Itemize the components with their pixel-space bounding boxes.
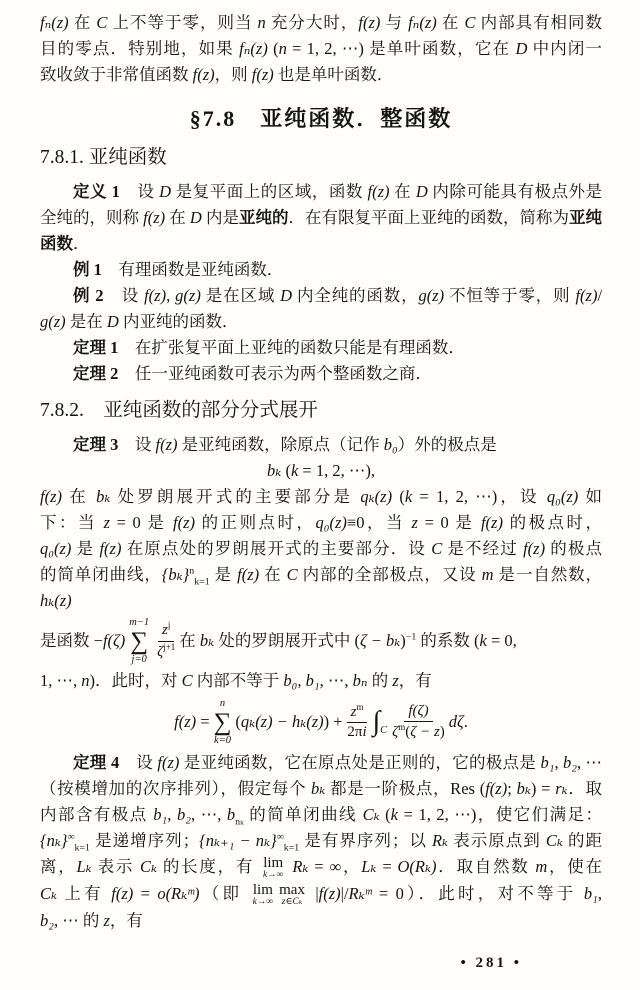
sum-line-prefix: 是函数 −f(ζ): [40, 631, 126, 651]
example-2-paragraph: [40, 283, 602, 335]
page-number: • 281 •: [460, 955, 522, 971]
text-line: 定理 1 在扩张复平面上亚纯的函数只能是有理函数．: [73, 338, 465, 357]
fraction-integrand: [392, 703, 445, 742]
formula-tail: dζ.: [448, 712, 468, 732]
sum-lower-limit: k=0: [214, 734, 231, 746]
theorem-3-paragraph: [40, 432, 602, 694]
intro-paragraph: [40, 10, 602, 88]
section-heading: §7.8 亚纯函数．整函数: [189, 106, 453, 131]
example-1-paragraph: [40, 257, 602, 283]
text-line: 离，Lₖ 表示 Cₖ 的长度，有 lim k→∞ Rₖ = ∞，Lₖ = O(Rₖ)．取自然数 m，使在: [40, 854, 603, 881]
integral-symbol: ∫: [372, 706, 381, 738]
text-line: g(z) 是在 D 内亚纯的函数．: [40, 312, 239, 331]
sigma-symbol: ∑: [130, 627, 149, 655]
text-line: 函数．: [40, 234, 90, 253]
formula-lhs: f(z) =: [174, 712, 210, 732]
sum-lower-limit: j=0: [131, 653, 147, 665]
text-line: 致收敛于非常值函数 f(z)，则 f(z) 也是单叶函数．: [40, 65, 394, 84]
fraction-zj-over-zeta: [157, 621, 175, 661]
definition-1-paragraph: [40, 179, 602, 257]
fraction-zm-over-2pii: [347, 703, 368, 742]
sum-upper-limit: m−1: [129, 617, 150, 628]
text-line: 下：当 z = 0 是 f(z) 的正则点时，q₀(z)≡0，当 z = 0 是 f(z) 的极点时，: [40, 513, 603, 532]
text-line: Cₖ 上有 f(z) = o(Rₖᵐ)（即 lim k→∞ max z∈Cₖ |f(z)|/Rₖᵐ = 0）．此时，对不等于 b₁,: [40, 881, 603, 908]
partial-fraction-formula: [40, 698, 602, 746]
contour-integral: [372, 708, 387, 736]
sum-line-suffix: 在 bₖ 处的罗朗展开式中 $(\zeta - b_k)^{-1}$ 的系数 (k = 0,: [179, 631, 517, 651]
text-line: 例 2 设 f(z), g(z) 是在区域 D 内全纯的函数，g(z) 不恒等于零，则 f(z)/: [73, 286, 603, 305]
text-line: fₙ(z) 在 C 上不等于零，则当 n 充分大时，f(z) 与 fₙ(z) 在 C 内部具有相同数: [40, 13, 603, 32]
text-line: 定理 4 设 f(z) 是亚纯函数，它在原点处是正则的，它的极点是 b₁, b₂, ⋯: [73, 753, 603, 773]
text-line: （按模增加的次序排列），假定每个 bₖ 都是一阶极点，Res (f(z); bₖ) = rₖ．取: [40, 779, 603, 799]
summation-operator: [129, 617, 149, 665]
text-line: 内部含有极点 b₁, b₂, ⋯, $b_{n_k}$ 的简单闭曲线 Cₖ (k = 1, 2, ⋯)，使它们满足：: [40, 805, 603, 828]
text-line: 定义 1 设 D 是复平面上的区域，函数 f(z) 在 D 内除可能具有极点外是: [73, 182, 603, 201]
text-line: $\{n_k\}^\infty_{k=1}$ 是递增序列；$\{n_{k+1} - n_k\}^\infty_{k=1}$ 是有界序列；以 Rₖ 表示原点到 Cₖ 的距: [40, 831, 603, 854]
text-line: f(z) 在 bₖ 处罗朗展开式的主要部分是 qₖ(z) (k = 1, 2, ⋯)，设 q₀(z) 如: [40, 487, 602, 506]
subsection-heading-781: 7.8.1. 亚纯函数: [40, 147, 167, 168]
theorem-2-paragraph: [40, 361, 602, 387]
text-line: 全纯的，则称 f(z) 在 D 内是亚纯的．在有限复平面上亚纯的函数，简称为亚纯: [40, 208, 603, 227]
subsection-heading-782: 7.8.2. 亚纯函数的部分分式展开: [40, 400, 318, 421]
text-line: 1, ⋯, n)．此时，对 C 内部不等于 b₀, b₁, ⋯, bₙ 的 z，有: [40, 671, 432, 691]
fraction-numerator: $z^j$: [158, 621, 174, 641]
fraction-numerator: $z^m$: [347, 703, 368, 723]
formula-middle-term: (qₖ(z) − hₖ(z)) +: [235, 712, 343, 732]
text-line: q₀(z) 是 f(z) 在原点处的罗朗展开式的主要部分．设 C 是不经过 f(z) 的极点: [40, 539, 603, 558]
fraction-denominator: 2πi: [347, 724, 367, 741]
fraction-denominator: $\zeta^{j+1}$: [157, 641, 176, 660]
theorem-4-paragraph: [40, 750, 602, 934]
inline-sum-line: [40, 617, 602, 665]
text-line: 定理 2 任一亚纯函数可表示为两个整函数之商．: [73, 364, 432, 383]
text-line: 例 1 有理函数是亚纯函数．: [73, 260, 284, 279]
fraction-numerator: f(ζ): [404, 703, 432, 722]
theorem-1-paragraph: [40, 335, 602, 361]
text-line: 目的零点．特别地，如果 fₙ(z) (n = 1, 2, ⋯) 是单叶函数，它在 D 中内闭一: [40, 39, 602, 58]
text-line: b₂, ⋯ 的 z，有: [40, 911, 143, 931]
sum-upper-limit: n: [219, 698, 226, 710]
integral-contour-label: C: [380, 724, 388, 736]
summation-operator: [214, 698, 232, 746]
sigma-symbol: ∑: [213, 708, 232, 736]
text-line: 的简单闭曲线，$\{b_k\}^n_{k=1}$ 是 f(z) 在 C 内部的全部极点，又设 m 是一自然数，hₖ(z): [40, 565, 603, 610]
display-poles-line: bₖ (k = 1, 2, ⋯),: [267, 461, 375, 480]
text-line: 定理 3 设 f(z) 是亚纯函数，除原点（记作 b₀）外的极点是: [73, 435, 497, 454]
fraction-denominator: $\zeta^m(\zeta - z)$: [392, 722, 445, 741]
